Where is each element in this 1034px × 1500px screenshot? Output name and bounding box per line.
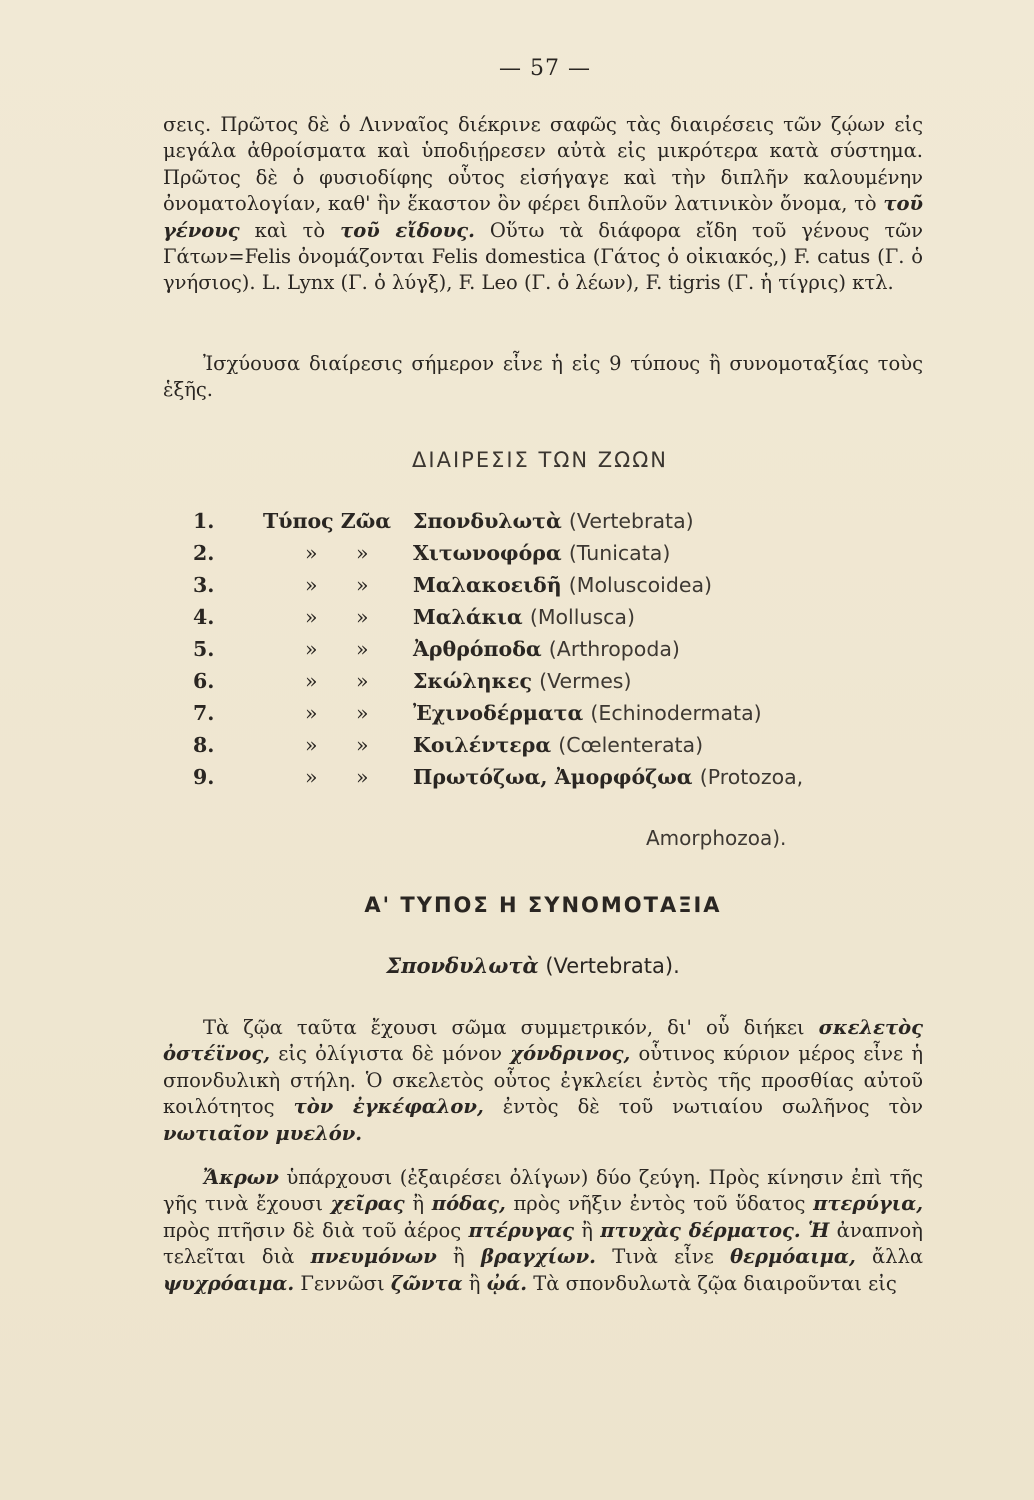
ditto-mark: » bbox=[356, 765, 369, 789]
type-name: Κοιλέντερα (Cœlenterata) bbox=[413, 733, 704, 757]
para1-emph-species: τοῦ εἴδους. bbox=[340, 218, 475, 242]
type-row bbox=[193, 537, 953, 569]
animal-types-list bbox=[193, 505, 953, 793]
type-number: 7. bbox=[193, 701, 215, 725]
type-name: Σκώληκες (Vermes) bbox=[413, 669, 632, 693]
type-name: Μαλάκια (Mollusca) bbox=[413, 605, 635, 629]
type-number: 6. bbox=[193, 669, 215, 693]
ditto-mark: » bbox=[305, 541, 318, 565]
para1-text-1: σεις. Πρῶτος δὲ ὁ Λινναῖος διέκρινε σαφῶς τὰς διαιρέσεις τῶν ζῴων εἰς μεγάλα ἀθροίσματα καὶ ὑποδιῄρεσεν αὐτὰ εἰς μικρότερα κατὰ σύστημα. Πρῶτος δὲ ὁ φυσιοδίφης οὗτος εἰσήγαγε καὶ τὴν διπλῆν καλουμένην ὀνοματολογίαν, καθ' ἣν ἕκαστον ὂν φέρει διπλοῦν λατινικὸν ὄνομα, τὸ bbox=[163, 113, 923, 216]
heading-divisions: ΔΙΑΙΡΕΣΙΣ ΤΩΝ ΖΩΩΝ bbox=[412, 448, 668, 472]
para1-emph-genus: τοῦ γένους bbox=[163, 192, 923, 242]
type-row bbox=[193, 601, 953, 633]
type-latin: (Vermes) bbox=[539, 669, 632, 693]
type-row bbox=[193, 665, 953, 697]
type-number: 8. bbox=[193, 733, 215, 757]
type-number: 5. bbox=[193, 637, 215, 661]
ditto-mark: » bbox=[305, 573, 318, 597]
ditto-mark: » bbox=[356, 573, 369, 597]
type-number: 1. bbox=[193, 509, 215, 533]
ditto-mark: » bbox=[305, 733, 318, 757]
type-number: 9. bbox=[193, 765, 215, 789]
type-latin: (Moluscoidea) bbox=[568, 573, 713, 597]
heading-vertebrata-latin: (Vertebrata). bbox=[545, 954, 680, 978]
para1-text-3: Οὕτω τὰ διάφορα εἴδη τοῦ γένους τῶν Γάτων=Felis ὀνομάζονται Felis domestica (Γάτος ὁ οἰκιακός,) F. catus (Γ. ὁ γνήσιος). L. Lynx (Γ. ὁ λύγξ), F. Leo (Γ. ὁ λέων), F. tigris (Γ. ἡ τίγρις) κτλ. bbox=[163, 218, 923, 295]
type-latin: (Vertebrata) bbox=[568, 509, 694, 533]
ditto-mark: » bbox=[356, 733, 369, 757]
type-number: 4. bbox=[193, 605, 215, 629]
ditto-mark: » bbox=[305, 605, 318, 629]
type-name: Σπονδυλωτὰ (Vertebrata) bbox=[413, 509, 694, 533]
type-latin: (Tunicata) bbox=[568, 541, 671, 565]
type-row bbox=[193, 569, 953, 601]
paragraph-linnaeus bbox=[163, 112, 923, 297]
type-latin: (Cœlenterata) bbox=[558, 733, 704, 757]
ditto-mark: » bbox=[356, 669, 369, 693]
type-name: Πρωτόζωα, Ἀμορφόζωα (Protozoa, bbox=[413, 765, 804, 789]
paragraph-current-division: Ἰσχύουσα διαίρεσις σήμερον εἶνε ἡ εἰς 9 τύπους ἢ συνομοταξίας τοὺς ἑξῆς. bbox=[163, 352, 923, 402]
type-number: 2. bbox=[193, 541, 215, 565]
ditto-mark: » bbox=[356, 541, 369, 565]
heading-type-a: Α' ΤΥΠΟΣ Η ΣΥΝΟΜΟΤΑΞΙΑ bbox=[364, 893, 722, 917]
ditto-mark: » bbox=[356, 701, 369, 725]
type-name: Χιτωνοφόρα (Tunicata) bbox=[413, 541, 671, 565]
ditto-mark: » bbox=[356, 605, 369, 629]
type-latin: (Mollusca) bbox=[529, 605, 635, 629]
type-name: Μαλακοειδῆ (Moluscoidea) bbox=[413, 573, 713, 597]
type-row bbox=[193, 505, 953, 537]
paragraph-limbs: Ἄκρων ὑπάρχουσι (ἐξαιρέσει ὀλίγων) δύο ζεύγη. Πρὸς κίνησιν ἐπὶ τῆς γῆς τινὰ ἔχουσι χεῖρας ἢ πόδας, πρὸς νῆξιν ἐντὸς τοῦ ὕδατος πτερύγια, πρὸς πτῆσιν δὲ διὰ τοῦ ἀέρος πτέρυγας ἢ πτυχὰς δέρματος. Ἡ ἀναπνοὴ τελεῖται διὰ πνευμόνων ἢ βραγχίων. Τινὰ εἶνε θερμόαιμα, ἄλλα ψυχρόαιμα. Γεννῶσι ζῶντα ἢ ᾠά. Τὰ σπονδυλωτὰ ζῷα διαιροῦνται εἰς bbox=[163, 1166, 924, 1295]
type-row bbox=[193, 633, 953, 665]
ditto-mark: » bbox=[305, 637, 318, 661]
ditto-mark: » bbox=[305, 669, 318, 693]
heading-vertebrata-greek: Σπονδυλωτὰ bbox=[386, 953, 539, 978]
type-number: 3. bbox=[193, 573, 215, 597]
type-name: Ἀρθρόποδα (Arthropoda) bbox=[413, 637, 680, 661]
type-latin: (Protozoa, bbox=[699, 765, 804, 789]
type-latin-continuation: Amorphozoa). bbox=[646, 826, 787, 850]
ditto-mark: » bbox=[356, 637, 369, 661]
para1-text-2: καὶ τὸ bbox=[254, 218, 326, 242]
type-latin: (Arthropoda) bbox=[548, 637, 680, 661]
paragraph-skeleton: Τὰ ζῷα ταῦτα ἔχουσι σῶμα συμμετρικόν, δι' οὗ διήκει σκελετὸς ὀστέϊνος, εἰς ὀλίγιστα δὲ μόνον χόνδρινος, οὗτινος κύριον μέρος εἶνε ἡ σπονδυλικὴ στήλη. Ὁ σκελετὸς οὗτος ἐγκλείει ἐντὸς τῆς προσθίας αὐτοῦ κοιλότητος τὸν ἐγκέφαλον, ἐντὸς δὲ τοῦ νωτιαίου σωλῆνος τὸν νωτιαῖον μυελόν. bbox=[163, 1016, 924, 1145]
type-row bbox=[193, 729, 953, 761]
ditto-mark: » bbox=[305, 701, 318, 725]
type-row bbox=[193, 697, 953, 729]
types-label: Τύπος Ζῶα bbox=[263, 509, 392, 533]
heading-vertebrata bbox=[0, 953, 1034, 978]
page-number: — 57 — bbox=[499, 56, 591, 81]
type-name: Ἐχινοδέρματα (Echinodermata) bbox=[413, 701, 762, 725]
type-row bbox=[193, 761, 953, 793]
type-latin: (Echinodermata) bbox=[590, 701, 762, 725]
ditto-mark: » bbox=[305, 765, 318, 789]
